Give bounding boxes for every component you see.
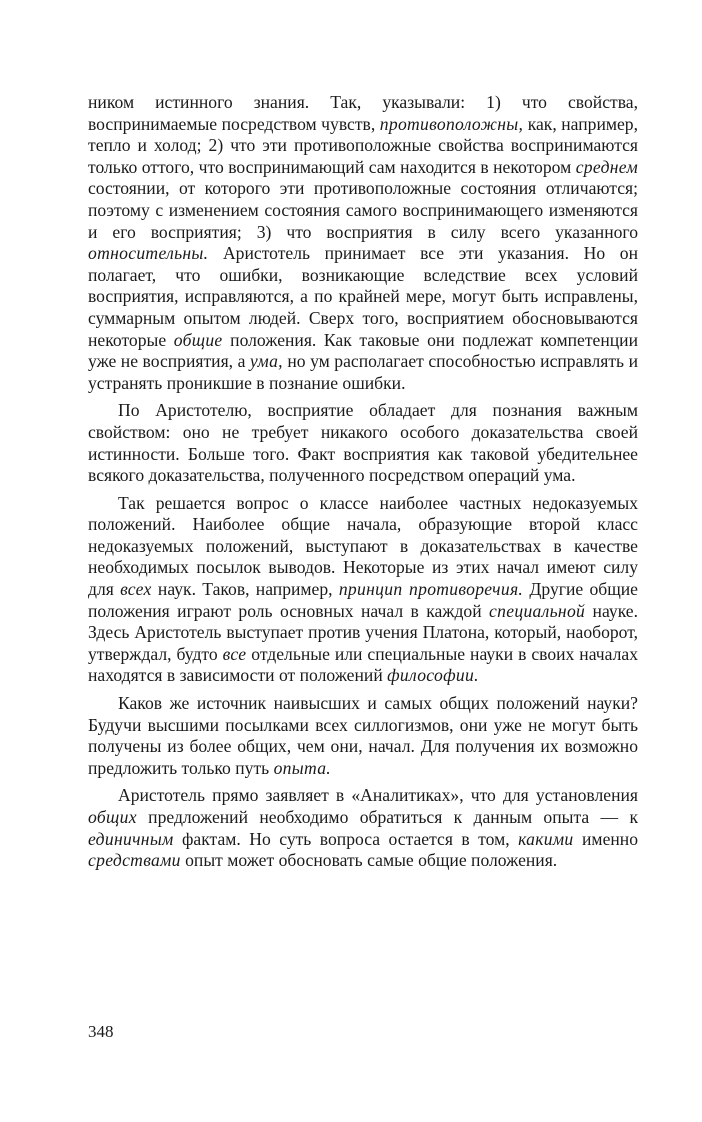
body-text: именно: [573, 828, 639, 849]
body-text: ником истинного знания. Так, указывали: 1) что свойства, воспринимаемые посредством чувств,: [88, 92, 638, 134]
emphasis-text: противоположны,: [379, 113, 524, 134]
body-text: но ум располагает способностью исправлять и устранять проникшие в познание ошибки.: [88, 351, 638, 393]
emphasis-text: философии.: [387, 665, 479, 686]
body-text: Каков же источник наивысших и самых общих положений науки? Будучи высшими посылками всех силлогизмов, они уже не могут быть получены из более общих, чем они, начал. Для получения их возможно предложить только путь: [88, 693, 638, 778]
body-text: Так решается вопрос о классе наиболее частных недоказуемых положений. Наиболее общие начала, образующие второй класс недоказуемых положений, выступают в доказательствах в качестве необходимых посылок выводов. Некоторые из этих начал имеют силу для: [88, 492, 638, 600]
emphasis-text: единичным: [88, 828, 174, 849]
page-body: [88, 92, 638, 878]
body-text: По Аристотелю, восприятие обладает для познания важным свойством: оно не требует никакого особого доказательства своей истинности. Больше того. Факт восприятия как таковой убедительнее всякого доказательства, полученного посредством операций ума.: [88, 400, 638, 486]
emphasis-text: общих: [88, 807, 137, 827]
paragraph-3: [88, 493, 638, 687]
emphasis-text: ума,: [249, 351, 283, 372]
body-text: предложений необходимо обратиться к данным опыта — к: [136, 807, 638, 827]
emphasis-text: все: [222, 643, 247, 664]
emphasis-text: специальной: [489, 600, 586, 621]
emphasis-text: средствами: [88, 850, 181, 871]
emphasis-text: относительны.: [88, 243, 209, 264]
emphasis-text: опыта.: [273, 757, 331, 778]
emphasis-text: общие: [173, 329, 223, 350]
paragraph-5: [88, 785, 638, 871]
body-text: отдельные или специальные науки в своих началах находятся в зависимости от положений: [88, 643, 638, 686]
page-number: 348: [88, 1022, 114, 1041]
body-text: Другие общие положения играют роль основных начал в каждой: [88, 579, 638, 621]
paragraph-2: [88, 400, 638, 486]
emphasis-text: какими: [518, 828, 574, 849]
paragraph-4: [88, 693, 638, 779]
body-text: Аристотель прямо заявляет в «Аналитиках», что для установления: [118, 785, 638, 806]
paragraph-1: [88, 92, 638, 394]
body-text: наук. Таков, например,: [151, 579, 339, 600]
body-text: фактам. Но суть вопроса остается в том,: [173, 828, 519, 849]
emphasis-text: принцип противоречия.: [338, 579, 524, 600]
body-text: опыт может обосновать самые общие положения.: [180, 850, 558, 871]
emphasis-text: всех: [120, 579, 152, 600]
body-text: состоянии, от которого эти противоположные состояния отличаются; поэтому с изменением состояния самого воспринимающего изменяются и его восприятия; 3) что восприятия в силу всего указанного: [88, 178, 638, 242]
body-text: как, например, тепло и холод; 2) что эти противоположные свойства воспринимаются только оттого, что воспринимающий сам находится в некотором: [88, 113, 639, 177]
body-text: науке. Здесь Аристотель выступает против учения Платона, который, наоборот, утверждал, будто: [88, 600, 639, 664]
body-text: положения. Как таковые они подлежат компетенции уже не восприятия, а: [88, 329, 638, 372]
body-text: Аристотель принимает все эти указания. Но он полагает, что ошибки, возникающие вследствие всех условий восприятия, исправляются, а по крайней мере, могут быть исправлены, суммарным опытом людей. Сверх того, восприятием обосновываются некоторые: [88, 243, 638, 350]
emphasis-text: среднем: [575, 156, 638, 177]
